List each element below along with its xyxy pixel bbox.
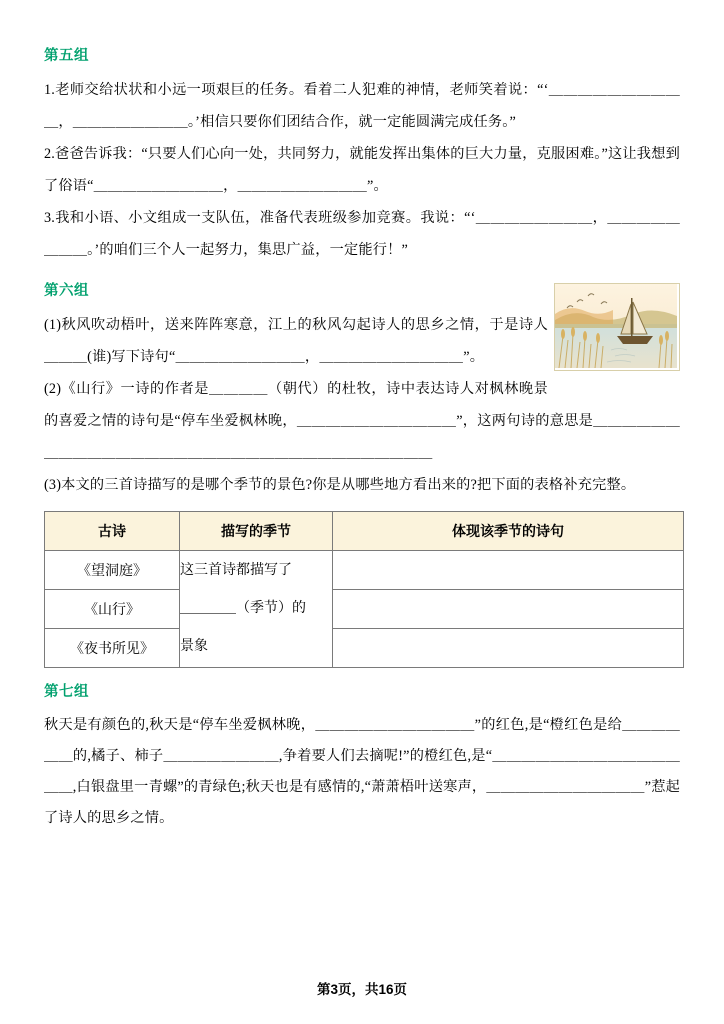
section-heading-group-6: 第六组 <box>44 283 89 299</box>
merged-line-2: ＿＿＿＿（季节）的 <box>180 601 306 616</box>
merged-line-1: 这三首诗都描写了 <box>180 563 292 578</box>
table-cell-poem-3: 《夜书所见》 <box>45 629 180 668</box>
section-group-5 <box>44 44 680 266</box>
table-header-poem: 古诗 <box>45 512 180 551</box>
table-cell-verse-3[interactable] <box>333 629 684 668</box>
question-6-3: (3)本文的三首诗描写的是哪个季节的景色?你是从哪些地方看出来的?把下面的表格补充完整。 <box>44 477 636 493</box>
section-group-6 <box>44 279 680 668</box>
question-6-1: (1)秋风吹动梧叶，送来阵阵寒意，江上的秋风勾起诗人的思乡之情，于是诗人＿＿＿(谁)写下诗句“＿＿＿＿＿＿＿＿＿，＿＿＿＿＿＿＿＿＿＿”。 <box>44 317 548 365</box>
table-row <box>45 551 684 590</box>
table-cell-poem-2: 《山行》 <box>45 590 180 629</box>
table-header-season: 描写的季节 <box>180 512 333 551</box>
table-row <box>45 590 684 629</box>
section-heading-group-5: 第五组 <box>44 48 89 64</box>
table-header-row <box>45 512 684 551</box>
autumn-river-boat-illustration <box>554 283 680 371</box>
section-heading-group-7: 第七组 <box>44 684 89 700</box>
table-header-verse: 体现该季节的诗句 <box>333 512 684 551</box>
table-cell-verse-2[interactable] <box>333 590 684 629</box>
question-5-1: 1.老师交给状状和小远一项艰巨的任务。看着二人犯难的神情，老师笑着说：“‘＿＿＿＿＿＿＿＿＿＿，＿＿＿＿＿＿＿＿。’相信只要你们团结合作，就一定能圆满完成任务。” <box>44 82 680 130</box>
question-5-3: 3.我和小语、小文组成一支队伍，准备代表班级参加竞赛。我说：“‘＿＿＿＿＿＿＿＿，＿＿＿＿＿＿＿＿。’的咱们三个人一起努力，集思广益，一定能行！” <box>44 210 680 258</box>
question-6-2: (2)《山行》一诗的作者是＿＿＿＿（朝代）的杜牧，诗中表达诗人对枫林晚景的喜爱之情的诗句是“停车坐爱枫林晚，＿＿＿＿＿＿＿＿＿＿＿”，这两句诗的意思是＿＿＿＿＿＿＿＿＿＿＿＿＿＿＿＿＿＿＿＿＿＿＿＿＿＿＿＿＿＿＿＿＿ <box>44 381 680 461</box>
poem-season-table <box>44 511 684 668</box>
merged-line-3: 景象 <box>180 639 208 654</box>
section-group-7 <box>44 680 680 834</box>
table-cell-season-merged <box>180 551 333 668</box>
question-5-2: 2.爸爸告诉我：“只要人们心向一处，共同努力，就能发挥出集体的巨大力量，克服困难。”这让我想到了俗语“＿＿＿＿＿＿＿＿＿，＿＿＿＿＿＿＿＿＿”。 <box>44 146 680 194</box>
table-row <box>45 629 684 668</box>
table-cell-verse-1[interactable] <box>333 551 684 590</box>
question-7-1: 秋天是有颜色的,秋天是“停车坐爱枫林晚，＿＿＿＿＿＿＿＿＿＿＿”的红色,是“橙红色是给＿＿＿＿＿＿的,橘子、柿子＿＿＿＿＿＿＿＿,争着要人们去摘呢!”的橙红色,是“＿＿＿＿＿＿＿＿＿＿＿＿＿＿＿,白银盘里一青螺”的青绿色;秋天也是有感情的,“萧萧梧叶送寒声，＿＿＿＿＿＿＿＿＿＿＿”惹起了诗人的思乡之情。 <box>44 717 680 826</box>
page-footer: 第3页，共16页 <box>316 982 408 997</box>
table-cell-poem-1: 《望洞庭》 <box>45 551 180 590</box>
